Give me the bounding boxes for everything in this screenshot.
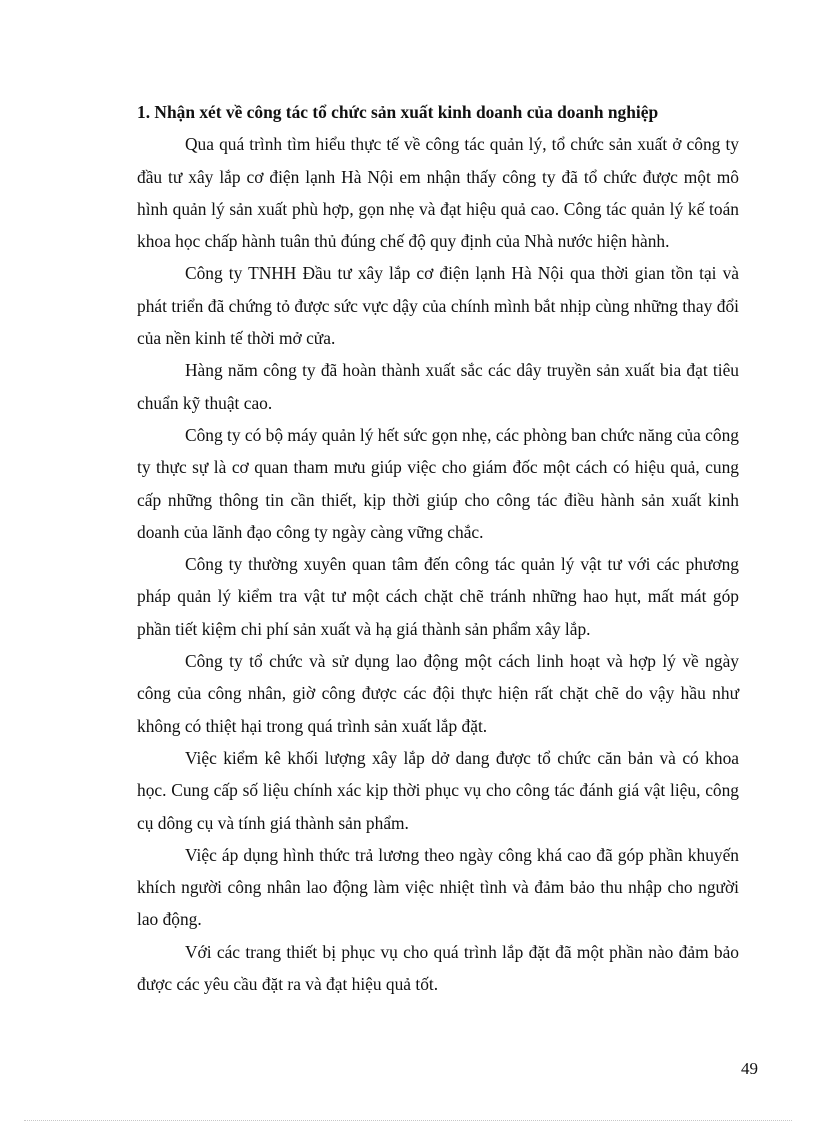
paragraph-3: Hàng năm công ty đã hoàn thành xuất sắc các dây truyền sản xuất bia đạt tiêu chuẩn kỹ thuật cao. [137, 360, 739, 413]
section-heading: 1. Nhận xét về công tác tổ chức sản xuất kinh doanh của doanh nghiệp [137, 102, 659, 122]
page-bottom-divider [24, 1120, 792, 1121]
paragraph-9: Với các trang thiết bị phục vụ cho quá trình lắp đặt đã một phần nào đảm bảo được các yêu cầu đặt ra và đạt hiệu quả tốt. [137, 941, 739, 995]
paragraph-2: Công ty TNHH Đầu tư xây lắp cơ điện lạnh Hà Nội qua thời gian tồn tại và phát triển đã chứng tỏ được sức vực dậy của chính mình bắt nhịp cùng những thay đổi của nền kinh tế thời mở cửa. [137, 263, 739, 349]
paragraph-1: Qua quá trình tìm hiểu thực tế về công tác quản lý, tổ chức sản xuất ở công ty đầu tư xây lắp cơ điện lạnh Hà Nội em nhận thấy công ty đã tổ chức được một mô hình quản lý sản xuất phù hợp, gọn nhẹ và đạt hiệu quả cao. Công tác quản lý kế toán khoa học chấp hành tuân thủ đúng chế độ quy định của Nhà nước hiện hành. [137, 134, 739, 252]
paragraph-4: Công ty có bộ máy quản lý hết sức gọn nhẹ, các phòng ban chức năng của công ty thực sự là cơ quan tham mưu giúp việc cho giám đốc một cách có hiệu quả, cung cấp những thông tin cần thiết, kịp thời giúp cho công tác điều hành sản xuất kinh doanh của lãnh đạo công ty ngày càng vững chắc. [137, 424, 739, 542]
paragraph-6: Công ty tổ chức và sử dụng lao động một cách linh hoạt và hợp lý về ngày công của công nhân, giờ công được các đội thực hiện rất chặt chẽ do vậy hầu như không có thiệt hại trong quá trình sản xuất lắp đặt. [137, 651, 739, 736]
page-number: 49 [741, 1059, 758, 1078]
paragraph-5: Công ty thường xuyên quan tâm đến công tác quản lý vật tư với các phương pháp quản lý kiểm tra vật tư một cách chặt chẽ tránh những hao hụt, mất mát góp phần tiết kiệm chi phí sản xuất và hạ giá thành sản phẩm xây lắp. [137, 554, 739, 639]
paragraph-7: Việc kiểm kê khối lượng xây lắp dở dang được tổ chức căn bản và có khoa học. Cung cấp số liệu chính xác kịp thời phục vụ cho công tác đánh giá vật liệu, công cụ dông cụ và tính giá thành sản phẩm. [137, 747, 739, 833]
page-body [137, 96, 739, 1000]
paragraph-8: Việc áp dụng hình thức trả lương theo ngày công khá cao đã góp phần khuyến khích người công nhân lao động làm việc nhiệt tình và đảm bảo thu nhập cho người lao động. [137, 844, 739, 930]
